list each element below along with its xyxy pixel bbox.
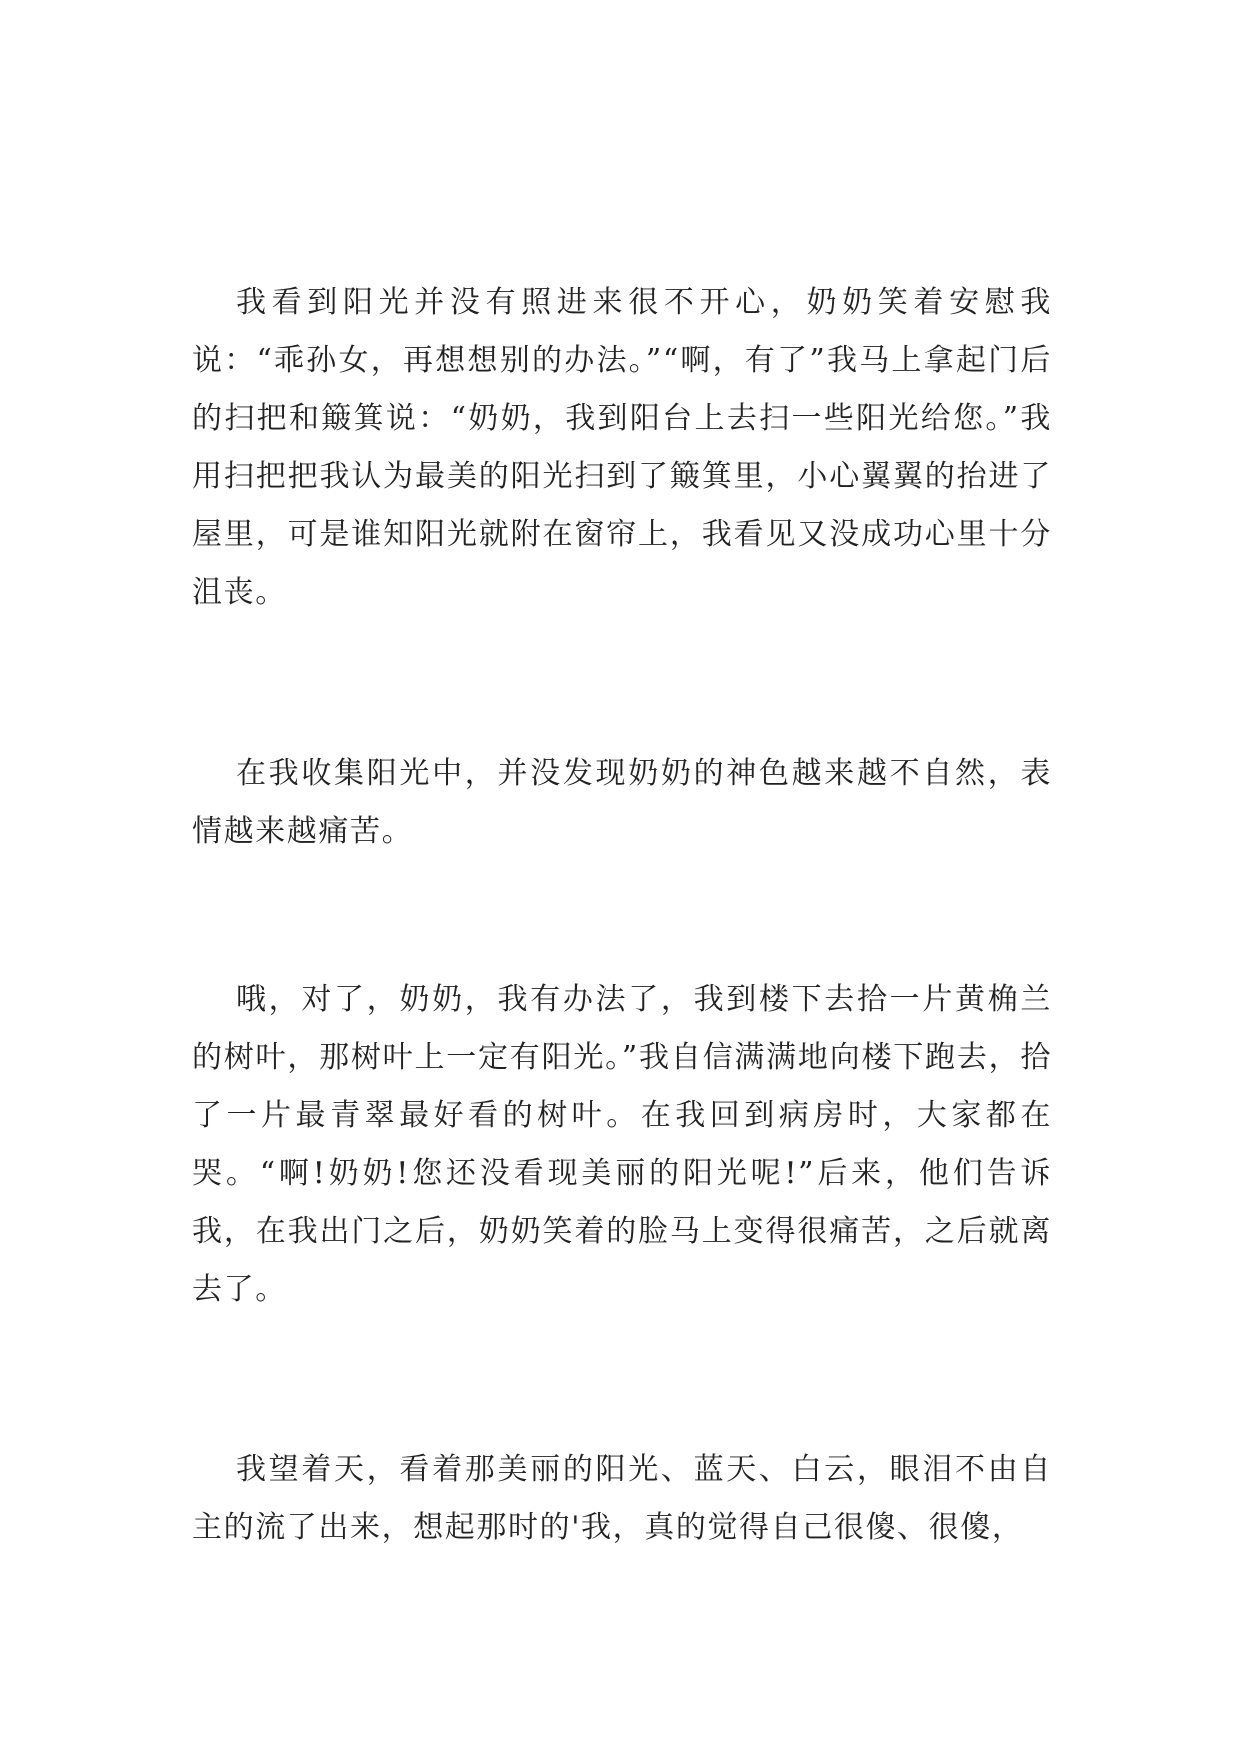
paragraph-2: 在我收集阳光中，并没发现奶奶的神色越来越不自然，表情越来越痛苦。 — [192, 756, 1052, 849]
paragraph-3: 哦，对了，奶奶，我有办法了，我到楼下去拾一片黄桷兰的树叶，那树叶上一定有阳光。”我自信满满地向楼下跑去，拾了一片最青翠最好看的树叶。在我回到病房时，大家都在哭。“啊!奶奶!您还没看现美丽的阳光呢!”后来，他们告诉我，在我出门之后，奶奶笑着的脸马上变得很痛苦，之后就离去了。 — [192, 982, 1052, 1307]
paragraph-1: 我看到阳光并没有照进来很不开心，奶奶笑着安慰我说：“乖孙女，再想想别的办法。”“啊，有了”我马上拿起门后的扫把和簸箕说：“奶奶，我到阳台上去扫一些阳光给您。”我用扫把把我认为最美的阳光扫到了簸箕里，小心翼翼的抬进了屋里，可是谁知阳光就附在窗帘上，我看见又没成功心里十分沮丧。 — [192, 285, 1052, 610]
paragraph-4: 我望着天，看着那美丽的阳光、蓝天、白云，眼泪不由自主的流了出来，想起那时的'我，真的觉得自己很傻、很傻， — [192, 1452, 1052, 1545]
